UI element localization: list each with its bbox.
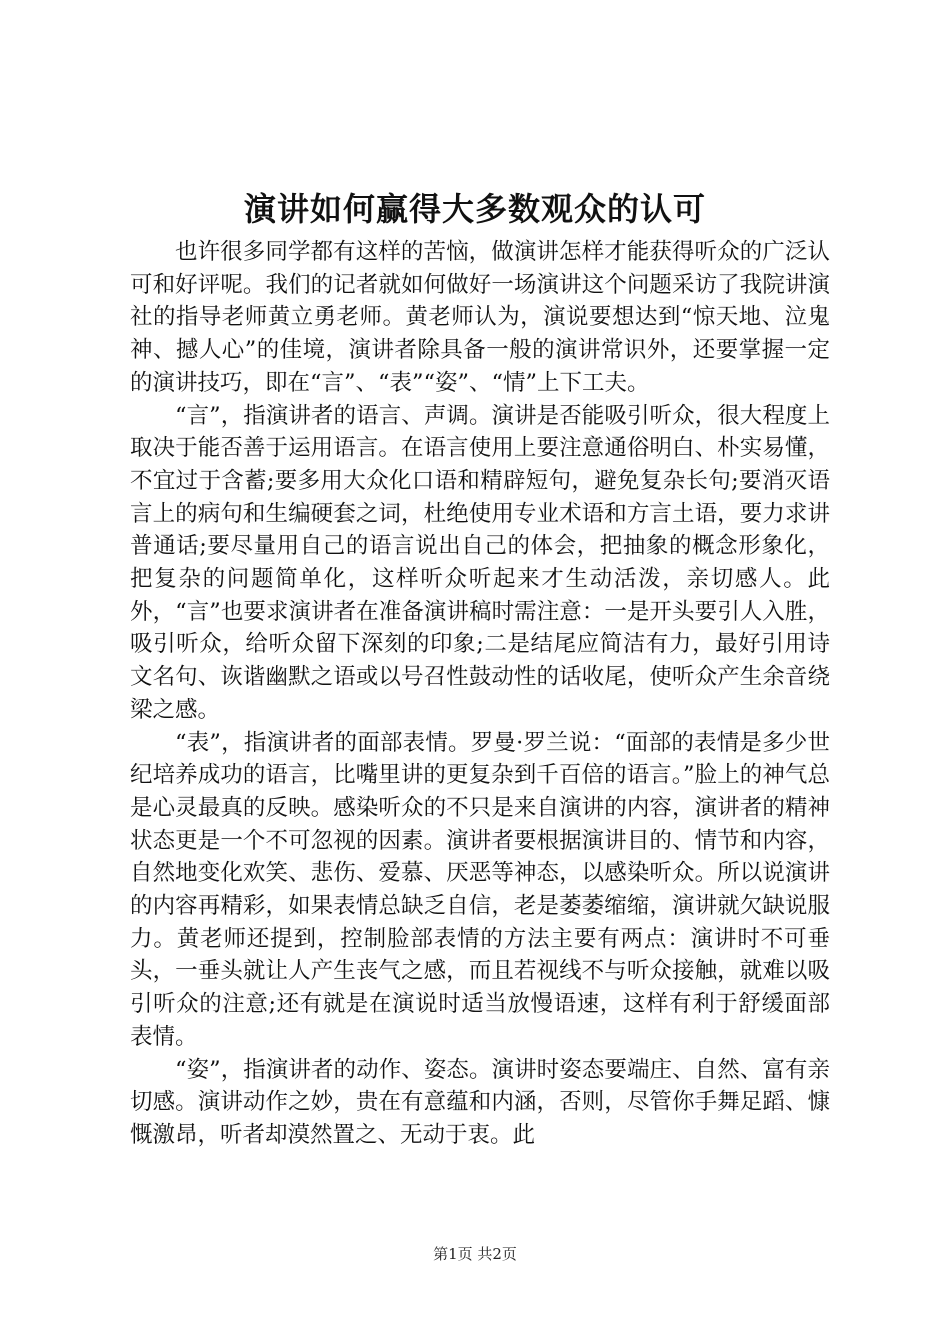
document-title: 演讲如何赢得大多数观众的认可 — [243, 190, 706, 228]
paragraph-zi: “姿”，指演讲者的动作、姿态。演讲时姿态要端庄、自然、富有亲切感。演讲动作之妙，贵在有意蕴和内涵，否则，尽管你手舞足蹈、慷慨激昂，听者却漠然置之、无动于衷。此 — [130, 1056, 830, 1148]
paragraph-yan: “言”，指演讲者的语言、声调。演讲是否能吸引听众，很大程度上取决于能否善于运用语言。在语言使用上要注意通俗明白、朴实易懂，不宜过于含蓄;要多用大众化口语和精辟短句，避免复杂长句;要消灭语言上的病句和生编硬套之词，杜绝使用专业术语和方言土语，要力求讲普通话;要尽量用自己的语言说出自己的体会，把抽象的概念形象化，把复杂的问题简单化，这样听众听起来才生动活泼，亲切感人。此外，“言”也要求演讲者在准备演讲稿时需注意：一是开头要引人入胜，吸引听众，给听众留下深刻的印象;二是结尾应简洁有力，最好引用诗文名句、诙谐幽默之语或以号召性鼓动性的话收尾，使听众产生余音绕梁之感。 — [130, 402, 830, 723]
document-body — [130, 236, 830, 1152]
paragraph-intro: 也许很多同学都有这样的苦恼，做演讲怎样才能获得听众的广泛认可和好评呢。我们的记者就如何做好一场演讲这个问题采访了我院讲演社的指导老师黄立勇老师。黄老师认为，演说要想达到“惊天地、泣鬼神、撼人心”的佳境，演讲者除具备一般的演讲常识外，还要掌握一定的演讲技巧，即在“言”、“表”“姿”、“情”上下工夫。 — [130, 239, 830, 396]
page-number-footer: 第1页 共2页 — [433, 1245, 517, 1263]
paragraph-biao: “表”，指演讲者的面部表情。罗曼·罗兰说：“面部的表情是多少世纪培养成功的语言，比嘴里讲的更复杂到千百倍的语言。”脸上的神气总是心灵最真的反映。感染听众的不只是来自演讲的内容，演讲者的精神状态更是一个不可忽视的因素。演讲者要根据演讲目的、情节和内容，自然地变化欢笑、悲伤、爱慕、厌恶等神态，以感染听众。所以说演讲的内容再精彩，如果表情总缺乏自信，老是萎萎缩缩，演讲就欠缺说服力。黄老师还提到，控制脸部表情的方法主要有两点：演讲时不可垂头，一垂头就让人产生丧气之感，而且若视线不与听众接触，就难以吸引听众的注意;还有就是在演说时适当放慢语速，这样有利于舒缓面部表情。 — [130, 729, 830, 1050]
